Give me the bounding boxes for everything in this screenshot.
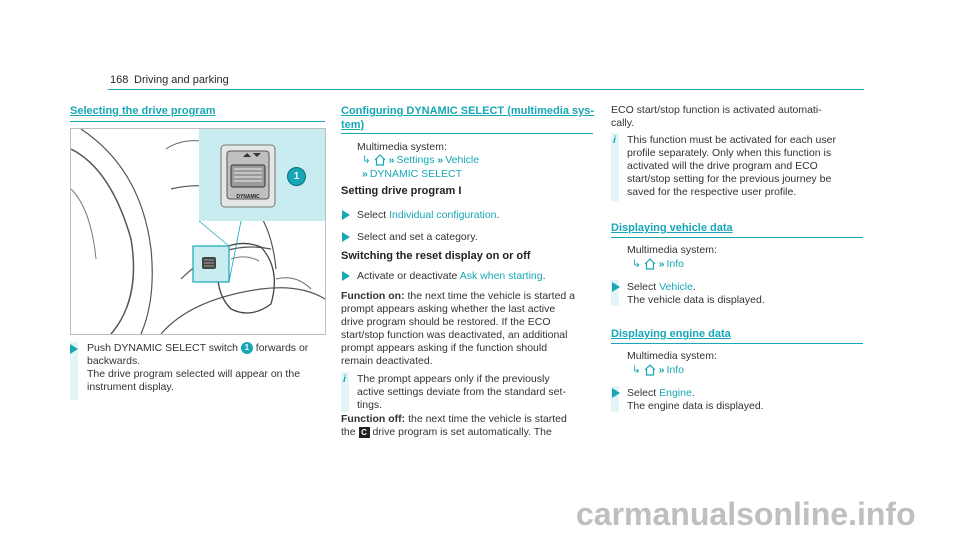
menu-path-info	[632, 364, 684, 377]
page-number: 168	[110, 74, 129, 86]
section-rule	[341, 133, 593, 134]
step-arrow-icon	[342, 232, 350, 242]
link-ask-when-starting[interactable]: Ask when starting	[459, 270, 543, 282]
section-title-vehicle-data: Displaying vehicle data	[611, 222, 733, 234]
section-rule	[70, 121, 325, 122]
link-vehicle[interactable]: Vehicle	[659, 281, 693, 293]
section-rule	[611, 237, 863, 238]
step-arrow-icon	[70, 344, 78, 354]
chevron-icon: »	[658, 364, 663, 376]
info-user-profile-note: This function must be activated for each user profile separately. Only when this function is activated will the drive program and ECO start/stop setting for the previous journey be saved for the respective user profile.	[627, 134, 836, 198]
path-info[interactable]: Info	[666, 364, 685, 376]
home-icon	[644, 364, 656, 376]
eco-paragraph: ECO start/stop function is activated automati- cally.	[611, 104, 822, 129]
callout-badge: 1	[287, 167, 306, 186]
function-on-paragraph: Function on: the next time the vehicle is started a prompt appears asking whether the last active drive program should be restored. If the ECO start/stop function was deactivated, an additional prompt appears asking if the function should remain deactivated.	[341, 290, 576, 367]
chevron-icon: »	[388, 154, 393, 166]
watermark: carmanualsonline.info	[576, 496, 916, 532]
menu-path	[362, 154, 479, 167]
menu-path-2	[362, 168, 462, 181]
comfort-program-icon: C	[359, 427, 370, 438]
path-arrow-icon: ↳	[362, 154, 371, 166]
function-off-paragraph: Function off: the next time the vehicle is started the C drive program is set automatically. The	[341, 413, 567, 438]
multimedia-system-label: Multimedia system:	[627, 350, 717, 362]
step-activate-ask: Activate or deactivate Ask when starting.	[357, 270, 546, 282]
console-drawing	[71, 129, 325, 334]
step-arrow-icon	[612, 388, 620, 398]
path-dynamic-select[interactable]: DYNAMIC SELECT	[369, 168, 463, 180]
info-icon: i	[343, 373, 346, 385]
info-prompt-note: The prompt appears only if the previously active settings deviate from the standard set- tings.	[357, 373, 566, 411]
info-icon: i	[613, 134, 616, 146]
section-title-engine-data: Displaying engine data	[611, 328, 731, 340]
drive-program-illustration	[70, 128, 326, 335]
step-arrow-icon	[612, 282, 620, 292]
step-select-category: Select and set a category.	[357, 231, 478, 243]
link-individual-configuration[interactable]: Individual configuration	[389, 209, 497, 221]
subhead-reset-display: Switching the reset display on or off	[341, 250, 531, 262]
multimedia-system-label: Multimedia system:	[357, 141, 447, 153]
chevron-icon: »	[658, 258, 663, 270]
callout-badge-inline: 1	[241, 342, 253, 354]
path-vehicle[interactable]: Vehicle	[445, 154, 480, 166]
chevron-icon: »	[362, 168, 366, 180]
home-icon	[644, 258, 656, 270]
subhead-setting-drive-program: Setting drive program I	[341, 185, 462, 197]
step-select-vehicle: Select Vehicle. The vehicle data is displayed.	[627, 281, 765, 306]
chevron-icon: »	[437, 154, 442, 166]
multimedia-system-label: Multimedia system:	[627, 244, 717, 256]
path-settings[interactable]: Settings	[396, 154, 435, 166]
step-arrow-icon	[342, 271, 350, 281]
step-select-individual: Select Individual configuration.	[357, 209, 500, 221]
path-info[interactable]: Info	[666, 258, 685, 270]
section-title-configuring-dynamic-select: Configuring DYNAMIC SELECT (multimedia sys- tem)	[341, 105, 595, 131]
path-arrow-icon: ↳	[632, 258, 641, 270]
home-icon	[374, 154, 386, 166]
step-select-engine: Select Engine. The engine data is displayed.	[627, 387, 764, 412]
step-push-switch: Push DYNAMIC SELECT switch 1 forwards or backwards. The drive program selected will appear on the instrument display.	[87, 342, 309, 393]
chapter-title: Driving and parking	[134, 74, 229, 86]
section-rule	[611, 343, 863, 344]
header-rule	[108, 89, 864, 90]
dynamic-switch-label: DYNAMIC	[236, 194, 260, 200]
link-engine[interactable]: Engine	[659, 387, 692, 399]
step-arrow-icon	[342, 210, 350, 220]
section-title-selecting-drive-program: Selecting the drive program	[70, 105, 216, 117]
path-arrow-icon: ↳	[632, 364, 641, 376]
menu-path-info	[632, 258, 684, 271]
